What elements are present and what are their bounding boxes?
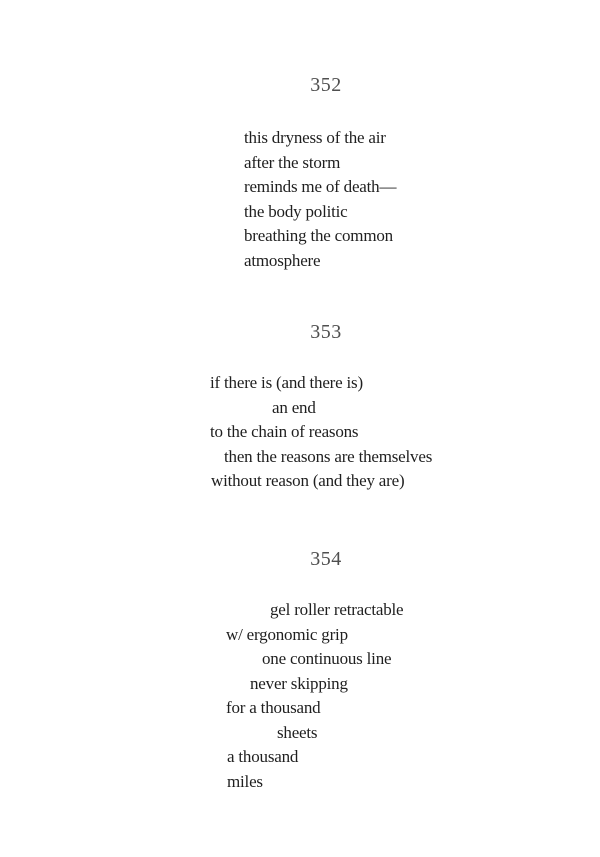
- poem-line: a thousand: [227, 747, 299, 766]
- poem-line: an end: [272, 397, 316, 417]
- poem-line: w/ ergonomic grip: [226, 624, 348, 644]
- poem-line: sheets: [277, 722, 318, 742]
- poem-line: for a thousand: [226, 698, 321, 717]
- poem-line: the body politic: [244, 201, 348, 221]
- poem-number-352: 352: [310, 74, 342, 96]
- poem-line: breathing the common: [244, 226, 393, 245]
- poem-line: this dryness of the air: [244, 128, 386, 147]
- poem-line: then the reasons are themselves: [224, 446, 433, 466]
- poem-352: [244, 126, 396, 273]
- poem-line: without reason (and they are): [211, 471, 405, 490]
- poem-number-353: 353: [310, 321, 342, 343]
- poem-line: to the chain of reasons: [210, 422, 359, 441]
- poem-353: [210, 371, 432, 494]
- poem-line: atmosphere: [244, 250, 321, 270]
- poem-line: if there is (and there is): [210, 373, 363, 392]
- poem-line: one continuous line: [262, 649, 392, 668]
- poem-line: gel roller retractable: [270, 600, 404, 619]
- poem-line: reminds me of death—: [244, 177, 397, 196]
- poem-number-354: 354: [310, 548, 342, 570]
- poem-line: never skipping: [250, 673, 348, 693]
- poem-line: after the storm: [244, 152, 341, 172]
- poem-line: miles: [227, 771, 263, 791]
- poem-354: [226, 598, 403, 794]
